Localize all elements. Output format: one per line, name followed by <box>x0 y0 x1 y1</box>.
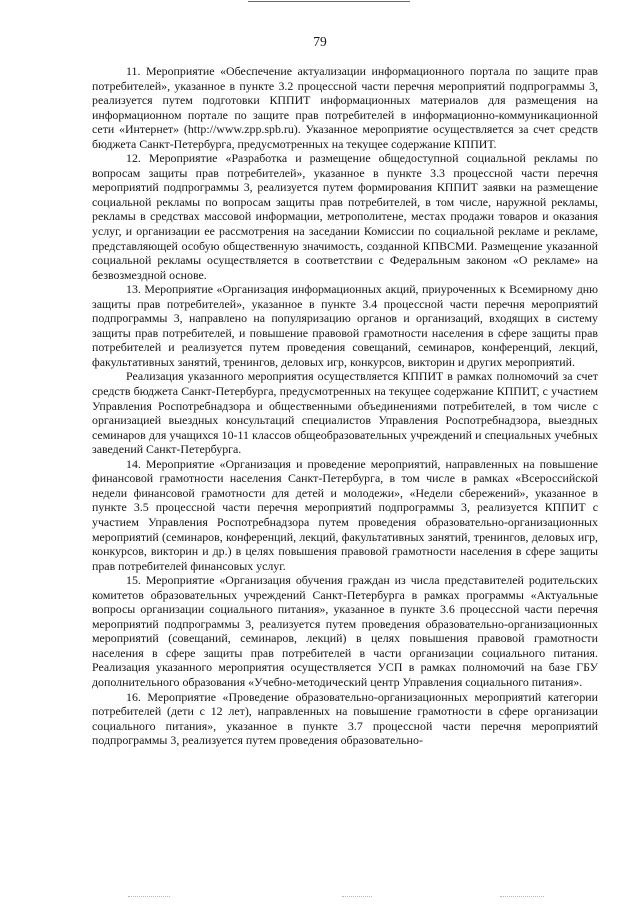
page-number: 79 <box>313 34 327 49</box>
footer-mark <box>500 896 544 897</box>
header-rule <box>248 1 410 2</box>
paragraph-14: 14. Мероприятие «Организация и проведение мероприятий, направленных на повышение финансовой грамотности населения Санкт-Петербурга, в том числе в рамках «Всероссийской недели финансовой грамотности для детей и молодежи», «Недели сбережений», указанное в пункте 3.5 процессной части перечня мероприятий подпрограммы 3, реализуется КППИТ с участием Управления Роспотребнадзора путем проведения образовательно-организационных мероприятий (семинаров, конференций, лекций, факультативных занятий, тренингов, деловых игр, конкурсов, викторин и др.) в целях повышения правовой грамотности населения в сфере защиты прав потребителей финансовых услуг. <box>92 456 598 573</box>
paragraph-16: 16. Мероприятие «Проведение образовательно-организационных мероприятий категории потребителей (дети с 12 лет), направленных на повышение грамотности в сфере организации социального питания», указанное в пункте 3.7 процессной части перечня мероприятий подпрограммы 3, реализуется путем проведения образовательно- <box>92 689 598 748</box>
paragraph-15: 15. Мероприятие «Организация обучения граждан из числа представителей родительских комитетов образовательных учреждений Санкт-Петербурга в рамках программы «Актуальные вопросы организации социального питания», указанное в пункте 3.6 процессной части перечня мероприятий подпрограммы 3, реализуется путем проведения образовательно-организационных мероприятий (совещаний, семинаров, лекций) в целях повышения правовой грамотности населения в сфере защиты прав потребителей в части организации социального питания. Реализация указанного мероприятия осуществляется УСП в рамках полномочий на базе ГБУ дополнительного образования «Учебно-методический центр Управления социального питания». <box>92 573 598 689</box>
document-body <box>92 64 598 748</box>
footer-mark <box>342 896 372 897</box>
footer-mark <box>128 896 170 897</box>
paragraph-13-implementation: Реализация указанного мероприятия осуществляется КППИТ в рамках полномочий за счет средств бюджета Санкт-Петербурга, предусмотренных на текущее содержание КППИТ, с участием Управления Роспотребнадзора и общественными объединениями потребителей, в том числе с организацией выездных консультаций специалистов Управления Роспотребнадзора, выездных семинаров для учащихся 10-11 классов общеобразовательных учреждений и специальных учебных заведений Санкт-Петербурга. <box>92 369 598 457</box>
paragraph-11: 11. Мероприятие «Обеспечение актуализации информационного портала по защите прав потребителей», указанное в пункте 3.2 процессной части перечня мероприятий подпрограммы 3, реализуется путем подготовки КППИТ информационных материалов для размещения на информационном портале по защите прав потребителей в информационно-коммуникационной сети «Интернет» (http://www.zpp.spb.ru). Указанное мероприятие осуществляется за счет средств бюджета Санкт-Петербурга, предусмотренных на текущее содержание КППИТ. <box>92 64 598 151</box>
footer-scan-marks <box>128 893 548 901</box>
paragraph-12: 12. Мероприятие «Разработка и размещение общедоступной социальной рекламы по вопросам защиты прав потребителей», указанное в пункте 3.3 процессной части перечня мероприятий подпрограммы 3, реализуется путем формирования КППИТ заявки на размещение социальной рекламы по вопросам защиты прав потребителей, в том числе, наружной рекламы, рекламы в средствах массовой информации, метрополитене, местах продажи товаров и оказания услуг, и организации ее рассмотрения на заседании Комиссии по социальной рекламе и рекламе, представляющей особую общественную значимость, созданной КПВСМИ. Размещение указанной социальной рекламы осуществляется в соответствии с Федеральным законом «О рекламе» на безвозмездной основе. <box>92 151 598 282</box>
paragraph-13: 13. Мероприятие «Организация информационных акций, приуроченных к Всемирному дню защиты прав потребителей», указанное в пункте 3.4 процессной части перечня мероприятий подпрограммы 3, направлено на популяризацию органов и организаций, входящих в систему защиты прав потребителей, и повышение правовой грамотности населения в сфере защиты прав потребителей и реализуется путем проведения совещаний, семинаров, конференций, лекций, факультативных занятий, тренингов, деловых игр, конкурсов, викторин и других мероприятий. <box>92 282 598 369</box>
